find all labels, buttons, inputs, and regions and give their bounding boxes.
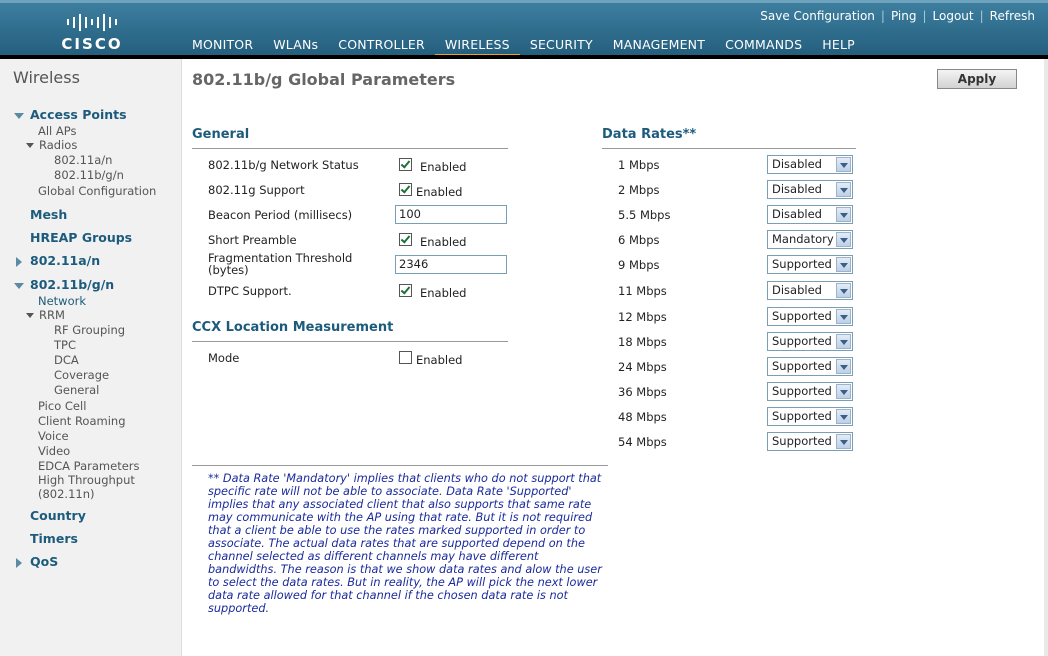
cisco-bars-icon [52, 11, 132, 33]
nav-monitor[interactable]: MONITOR [192, 37, 254, 52]
dropdown-arrow-icon [836, 359, 851, 374]
nav-controller[interactable]: CONTROLLER [338, 37, 425, 52]
nav-wlans[interactable]: WLANs [273, 37, 319, 52]
expanded-arrow-icon [26, 313, 34, 318]
window-edge [1044, 59, 1048, 656]
save-configuration-link[interactable]: Save Configuration [760, 9, 875, 23]
collapsed-arrow-icon [16, 257, 22, 267]
network-status-label: 802.11b/g Network Status [208, 158, 359, 172]
rate-label-5-5mbps: 5.5 Mbps [618, 208, 671, 222]
header-bar [0, 0, 1048, 58]
rate-label-6mbps: 6 Mbps [618, 233, 660, 247]
sidebar-item-dca[interactable]: DCA [54, 353, 79, 367]
sidebar-item-voice[interactable]: Voice [38, 429, 69, 443]
sidebar-item-network[interactable]: Network [38, 294, 87, 308]
sidebar-item-mesh[interactable]: Mesh [30, 207, 68, 222]
sidebar-item-qos[interactable]: QoS [16, 554, 58, 569]
expanded-arrow-icon [14, 113, 24, 119]
dropdown-arrow-icon [836, 409, 851, 424]
dropdown-arrow-icon [836, 157, 851, 172]
short-preamble-checkbox[interactable] [399, 233, 412, 246]
rate-label-54mbps: 54 Mbps [618, 435, 667, 449]
rate-select-48mbps[interactable]: Supported [767, 407, 853, 426]
nav-security[interactable]: SECURITY [529, 37, 593, 52]
rate-select-1mbps[interactable]: Disabled [767, 155, 853, 174]
dropdown-arrow-icon [836, 309, 851, 324]
sidebar-item-pico-cell[interactable]: Pico Cell [38, 399, 87, 413]
sidebar-item-high-throughput-sub[interactable]: (802.11n) [38, 487, 95, 501]
dtpc-support-enabled-label: Enabled [420, 286, 467, 300]
short-preamble-enabled-label: Enabled [420, 235, 467, 249]
ccx-divider [192, 341, 508, 342]
refresh-link[interactable]: Refresh [989, 9, 1035, 23]
sidebar-item-radio-bg[interactable]: 802.11b/g/n [54, 168, 124, 182]
general-section-title: General [192, 127, 250, 142]
sidebar-item-rrm[interactable]: RRM [26, 308, 65, 322]
rate-select-2mbps[interactable]: Disabled [767, 180, 853, 199]
nav-commands[interactable]: COMMANDS [725, 37, 803, 52]
check-icon [401, 284, 411, 294]
expanded-arrow-icon [14, 283, 24, 289]
sidebar-item-rf-grouping[interactable]: RF Grouping [54, 323, 126, 337]
rate-select-18mbps[interactable]: Supported [767, 332, 853, 351]
dropdown-arrow-icon [836, 334, 851, 349]
rate-select-12mbps[interactable]: Supported [767, 307, 853, 326]
dropdown-arrow-icon [836, 257, 851, 272]
logo-text: CISCO [61, 35, 123, 53]
data-rates-divider [602, 148, 856, 149]
rate-select-5-5mbps[interactable]: Disabled [767, 205, 853, 224]
sidebar-item-80211an[interactable]: 802.11a/n [16, 253, 100, 268]
sidebar-item-coverage[interactable]: Coverage [54, 368, 110, 382]
network-status-enabled-label: Enabled [420, 160, 467, 174]
check-icon [401, 233, 411, 243]
beacon-period-input[interactable]: 100 [395, 205, 507, 224]
rate-label-48mbps: 48 Mbps [618, 410, 667, 424]
link-separator: | [922, 9, 927, 23]
rate-label-18mbps: 18 Mbps [618, 335, 667, 349]
dropdown-arrow-icon [836, 207, 851, 222]
sidebar-item-timers[interactable]: Timers [30, 531, 78, 546]
check-icon [401, 183, 411, 193]
rate-select-9mbps[interactable]: Supported [767, 255, 853, 274]
link-separator: | [979, 9, 984, 23]
ping-link[interactable]: Ping [890, 9, 917, 23]
apply-button[interactable]: Apply [937, 69, 1017, 89]
top-links [760, 9, 1035, 23]
sidebar-item-all-aps[interactable]: All APs [38, 124, 77, 138]
rate-select-11mbps[interactable]: Disabled [767, 281, 853, 300]
dropdown-arrow-icon [836, 384, 851, 399]
sidebar-item-general[interactable]: General [54, 383, 100, 397]
rate-label-12mbps: 12 Mbps [618, 310, 667, 324]
rate-select-6mbps[interactable]: Mandatory [767, 230, 853, 249]
ccx-section-title: CCX Location Measurement [192, 320, 394, 335]
rate-select-24mbps[interactable]: Supported [767, 357, 853, 376]
page-title: 802.11b/g Global Parameters [192, 70, 456, 89]
sidebar-item-global-configuration[interactable]: Global Configuration [38, 184, 157, 198]
sidebar-item-access-points[interactable]: Access Points [14, 107, 127, 122]
dropdown-arrow-icon [836, 182, 851, 197]
rate-label-2mbps: 2 Mbps [618, 183, 660, 197]
rate-label-11mbps: 11 Mbps [618, 284, 667, 298]
dtpc-support-checkbox[interactable] [399, 284, 412, 297]
sidebar-item-high-throughput[interactable]: High Throughput [38, 473, 135, 487]
dropdown-arrow-icon [836, 434, 851, 449]
data-rates-note: ** Data Rate 'Mandatory' implies that clients who do not support that specific rate will not be able to associate. Data Rate 'Supported' implies that any associated client that also supports that same rate may communicate with the AP using that rate. But it is not required that a client be able to use the rates marked supported in order to associate. The actual data rates that are supported depend on the channel selected as different channels may have different bandwidths. The reason is that we show data rates and alow the user to select the data rates. But in reality, the AP will pick the next lower data rate allowed for that channel if the chosen data rate is not supported. [208, 472, 602, 615]
g-support-label: 802.11g Support [208, 183, 305, 197]
sidebar-item-edca-parameters[interactable]: EDCA Parameters [38, 459, 140, 473]
beacon-period-label: Beacon Period (millisecs) [208, 208, 353, 222]
network-status-checkbox[interactable] [399, 158, 412, 171]
sidebar-item-country[interactable]: Country [30, 508, 86, 523]
mode-checkbox[interactable] [399, 351, 412, 364]
sidebar-item-video[interactable]: Video [38, 444, 71, 458]
nav-management[interactable]: MANAGEMENT [612, 37, 706, 52]
cisco-logo [52, 11, 132, 55]
rate-select-36mbps[interactable]: Supported [767, 382, 853, 401]
dropdown-arrow-icon [836, 232, 851, 247]
rate-label-9mbps: 9 Mbps [618, 258, 660, 272]
sidebar [0, 59, 182, 656]
collapsed-arrow-icon [16, 558, 22, 568]
mode-label: Mode [208, 351, 240, 365]
rate-label-24mbps: 24 Mbps [618, 360, 667, 374]
dropdown-arrow-icon [836, 283, 851, 298]
sidebar-title: Wireless [13, 68, 80, 87]
sidebar-item-radios[interactable]: Radios [26, 138, 77, 152]
expanded-arrow-icon [26, 143, 34, 148]
mode-enabled-label: Enabled [416, 353, 463, 367]
fragmentation-threshold-input[interactable]: 2346 [395, 255, 507, 274]
general-divider [192, 148, 508, 149]
data-rates-section-title: Data Rates** [602, 127, 697, 142]
dtpc-support-label: DTPC Support. [208, 284, 292, 298]
fragmentation-threshold-label: Fragmentation Threshold (bytes) [208, 251, 353, 277]
rate-label-36mbps: 36 Mbps [618, 385, 667, 399]
g-support-checkbox[interactable] [399, 183, 412, 196]
g-support-enabled-label: Enabled [416, 185, 463, 199]
link-separator: | [880, 9, 885, 23]
rate-label-1mbps: 1 Mbps [618, 158, 660, 172]
rate-select-54mbps[interactable]: Supported [767, 432, 853, 451]
sidebar-item-client-roaming[interactable]: Client Roaming [38, 414, 126, 428]
sidebar-item-tpc[interactable]: TPC [54, 338, 76, 352]
sidebar-item-radio-a[interactable]: 802.11a/n [54, 153, 113, 167]
note-divider [192, 465, 608, 466]
logout-link[interactable]: Logout [932, 9, 974, 23]
nav-help[interactable]: HELP [822, 37, 855, 52]
sidebar-item-80211bgn[interactable]: 802.11b/g/n [14, 277, 114, 292]
check-icon [401, 158, 411, 168]
short-preamble-label: Short Preamble [208, 233, 297, 247]
sidebar-item-hreap-groups[interactable]: HREAP Groups [30, 230, 133, 245]
nav-wireless[interactable]: WIRELESS [435, 36, 520, 58]
